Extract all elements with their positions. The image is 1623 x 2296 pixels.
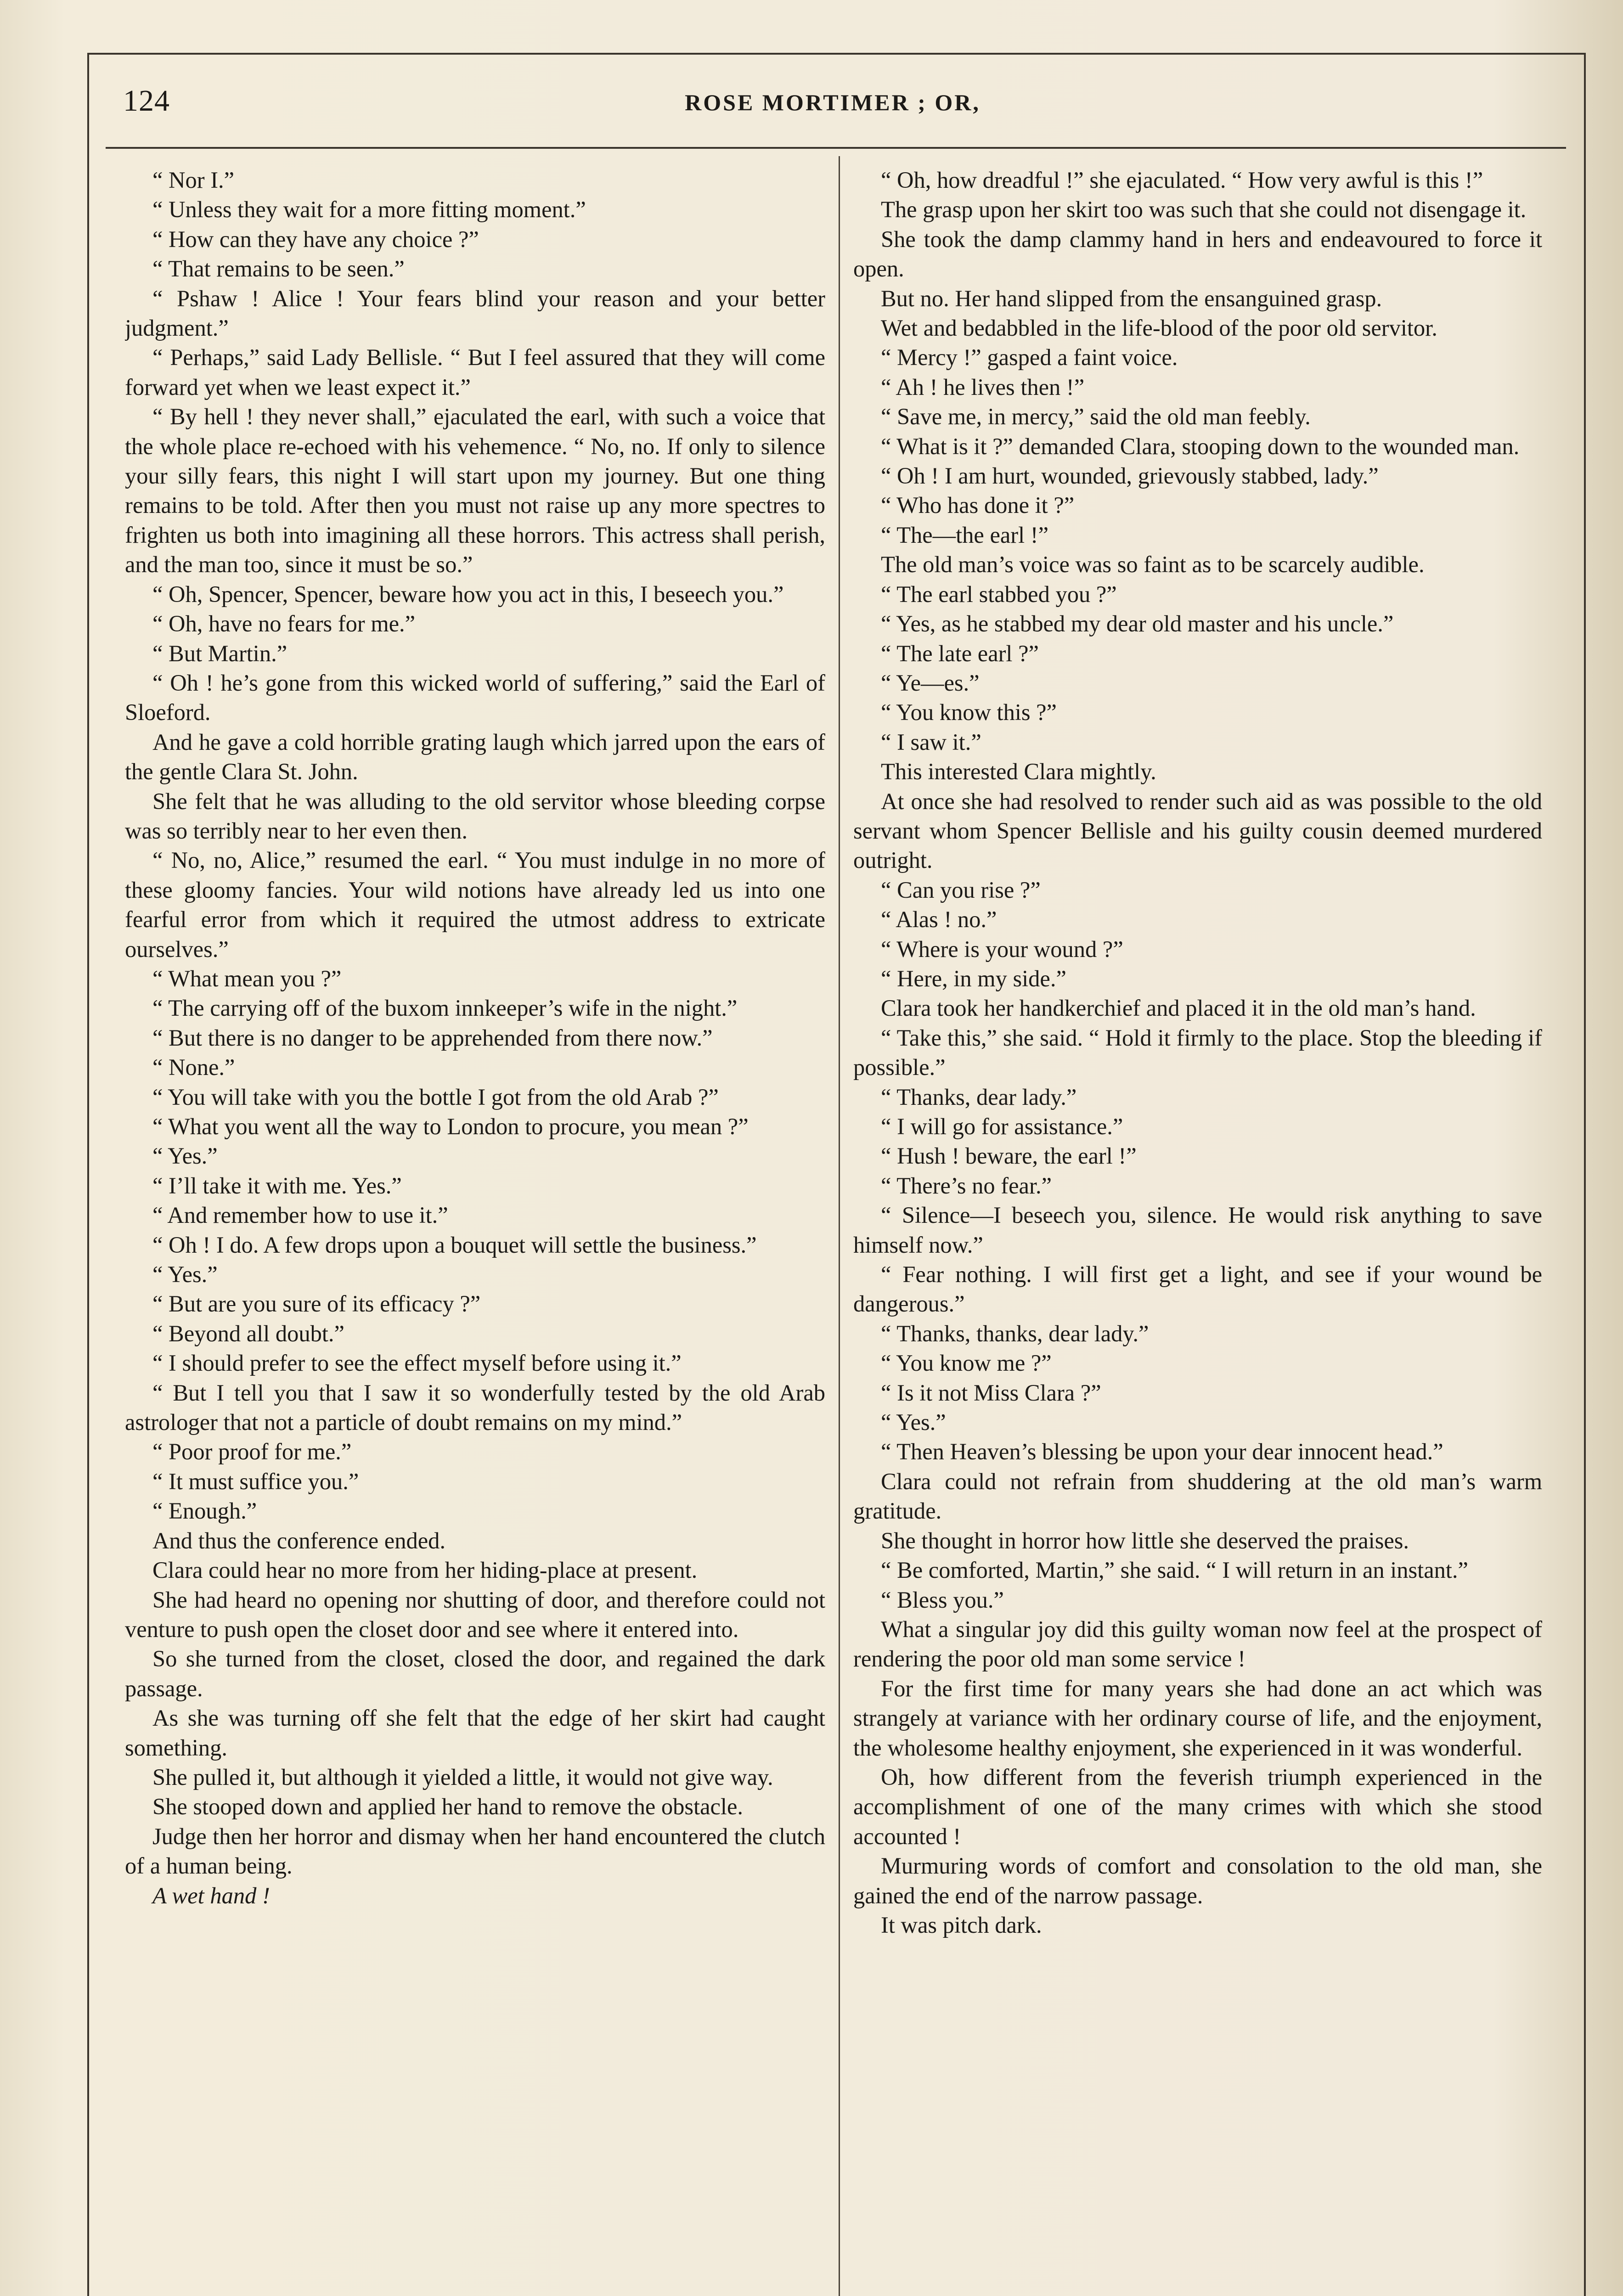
paragraph: “ Pshaw ! Alice ! Your fears blind your reason and your better judgment.”: [125, 285, 825, 341]
paragraph: Clara took her handkerchief and placed it in the old man’s hand.: [881, 995, 1476, 1021]
paragraph: So she turned from the closet, closed the door, and regained the dark passage.: [125, 1646, 825, 1701]
paragraph: “ Yes.”: [881, 1409, 946, 1435]
paragraph: “ The carrying off of the buxom innkeeper’s wife in the night.”: [152, 995, 738, 1021]
paragraph: “ Unless they wait for a more fitting moment.”: [152, 197, 586, 223]
paragraph: “ Take this,” she said. “ Hold it firmly to the place. Stop the bleeding if possible.”: [853, 1024, 1542, 1080]
column-divider: [839, 156, 840, 2296]
paragraph: “ I should prefer to see the effect myself before using it.”: [152, 1350, 682, 1376]
paragraph: “ None.”: [152, 1054, 235, 1080]
paragraph: “ What is it ?” demanded Clara, stooping down to the wounded man.: [881, 433, 1520, 459]
paragraph: “ What you went all the way to London to procure, you mean ?”: [152, 1114, 749, 1139]
paragraph: “ Yes, as he stabbed my dear old master and his uncle.”: [881, 611, 1394, 637]
paragraph: “ Save me, in mercy,” said the old man feebly.: [881, 404, 1311, 430]
paragraph: “ Oh ! I do. A few drops upon a bouquet will settle the business.”: [152, 1232, 757, 1258]
paragraph: “ Then Heaven’s blessing be upon your dear innocent head.”: [881, 1439, 1443, 1465]
paragraph: “ Yes.”: [152, 1143, 218, 1169]
paragraph: “ Is it not Miss Clara ?”: [881, 1379, 1101, 1406]
paragraph: “ Where is your wound ?”: [881, 936, 1123, 962]
paragraph: “ I will go for assistance.”: [881, 1114, 1123, 1139]
paragraph: Wet and bedabbled in the life-blood of the poor old servitor.: [881, 315, 1437, 341]
paragraph: “ Oh, Spencer, Spencer, beware how you act in this, I beseech you.”: [152, 581, 784, 607]
paragraph: “ Ye—es.”: [881, 670, 980, 696]
paragraph: “ The—the earl !”: [881, 522, 1048, 548]
paragraph: The old man’s voice was so faint as to be scarcely audible.: [881, 551, 1425, 578]
paragraph: “ Alas ! no.”: [881, 906, 997, 933]
paragraph: Judge then her horror and dismay when her hand encountered the clutch of a human being.: [125, 1823, 825, 1879]
paragraph: It was pitch dark.: [881, 1912, 1042, 1938]
paragraph: “ Here, in my side.”: [881, 965, 1066, 991]
paragraph: “ But are you sure of its efficacy ?”: [152, 1291, 481, 1317]
paragraph: “ Oh, have no fears for me.”: [152, 611, 416, 637]
paragraph: “ Silence—I beseech you, silence. He would risk anything to save himself now.”: [853, 1202, 1542, 1258]
paragraph: “ What mean you ?”: [152, 965, 342, 991]
paragraph: “ It must suffice you.”: [152, 1468, 359, 1494]
paragraph: “ By hell ! they never shall,” ejaculated the earl, with such a voice that the whole place re-echoed with his vehemence. “ No, no. If only to silence your silly fears, this night I will start upon my journey. But one thing remains to be told. After then you must not raise up any more spectres to frighten us both into imagining all these horrors. This actress shall perish, and the man too, since it must be so.”: [125, 404, 825, 578]
paragraph: At once she had resolved to render such aid as was possible to the old servant whom Spencer Bellisle and his guilty cousin deemed murdered outright.: [853, 788, 1542, 873]
paragraph: “ And remember how to use it.”: [152, 1202, 448, 1228]
paragraph: “ But I tell you that I saw it so wonderfully tested by the old Arab astrologer that not a particle of doubt remains on my mind.”: [125, 1379, 825, 1435]
paragraph: “ Oh, how dreadful !” she ejaculated. “ How very awful is this !”: [881, 167, 1483, 193]
paragraph: “ Hush ! beware, the earl !”: [881, 1143, 1137, 1169]
paragraph: She pulled it, but although it yielded a little, it would not give way.: [152, 1764, 773, 1790]
paragraph: “ The late earl ?”: [881, 640, 1039, 666]
paragraph: Murmuring words of comfort and consolation to the old man, she gained the end of the narrow passage.: [853, 1853, 1542, 1908]
paragraph: “ Oh ! he’s gone from this wicked world of suffering,” said the Earl of Sloeford.: [125, 670, 825, 726]
paragraph: Oh, how different from the feverish triumph experienced in the accomplishment of one of the many crimes with which she stood accounted !: [853, 1764, 1542, 1849]
header-rule: [106, 147, 1566, 149]
paragraph: “ Oh ! I am hurt, wounded, grievously stabbed, lady.”: [881, 463, 1379, 489]
paragraph: “ Yes.”: [152, 1261, 218, 1288]
paragraph: And thus the conference ended.: [152, 1527, 446, 1553]
paragraph: The grasp upon her skirt too was such that she could not disengage it.: [881, 197, 1527, 223]
paragraph: “ Poor proof for me.”: [152, 1439, 352, 1465]
paragraph: “ Mercy !” gasped a faint voice.: [881, 344, 1178, 371]
page-header: [123, 79, 1542, 134]
paragraph: “ But there is no danger to be apprehended from there now.”: [152, 1024, 713, 1051]
paragraph: “ Ah ! he lives then !”: [881, 374, 1085, 400]
paragraph: “ Thanks, thanks, dear lady.”: [881, 1320, 1149, 1346]
paragraph: She stooped down and applied her hand to remove the obstacle.: [152, 1794, 743, 1820]
paragraph: “ That remains to be seen.”: [152, 256, 405, 282]
paragraph: She thought in horror how little she deserved the praises.: [881, 1527, 1409, 1553]
paragraph: This interested Clara mightly.: [881, 759, 1156, 785]
paragraph: But no. Her hand slipped from the ensanguined grasp.: [881, 285, 1382, 311]
paragraph: Clara could hear no more from her hiding-place at present.: [152, 1557, 698, 1583]
paragraph: “ I’ll take it with me. Yes.”: [152, 1172, 402, 1199]
paragraph: “ There’s no fear.”: [881, 1172, 1052, 1199]
paragraph: She took the damp clammy hand in hers and endeavoured to force it open.: [853, 226, 1542, 282]
paragraph: “ Nor I.”: [152, 167, 235, 193]
paragraph: “ You know me ?”: [881, 1350, 1052, 1376]
paragraph: “ Be comforted, Martin,” she said. “ I will return in an instant.”: [881, 1557, 1468, 1583]
paragraph: “ I saw it.”: [881, 729, 981, 755]
left-column: [125, 165, 825, 2296]
closing-italic-line: A wet hand !: [152, 1882, 270, 1908]
paragraph: “ The earl stabbed you ?”: [881, 581, 1117, 607]
paragraph: “ Fear nothing. I will first get a light, and see if your wound be dangerous.”: [853, 1261, 1542, 1317]
paragraph: She felt that he was alluding to the old servitor whose bleeding corpse was so terribly near to her even then.: [125, 788, 825, 844]
running-title: ROSE MORTIMER ; OR,: [685, 90, 981, 115]
paragraph: She had heard no opening nor shutting of door, and therefore could not venture to push open the closet door and see where it entered into.: [125, 1587, 825, 1642]
paragraph: “ Beyond all doubt.”: [152, 1320, 344, 1346]
paragraph: As she was turning off she felt that the edge of her skirt had caught something.: [125, 1705, 825, 1761]
paragraph: What a singular joy did this guilty woman now feel at the prospect of rendering the poor old man some service !: [853, 1616, 1542, 1672]
right-column: [853, 165, 1542, 2296]
paragraph: “ But Martin.”: [152, 640, 287, 666]
paragraph: For the first time for many years she had done an act which was strangely at variance with her ordinary course of life, and the enjoyment, the wholesome healthy enjoyment, she experienced in it was wonderful.: [853, 1675, 1542, 1761]
paragraph: “ You know this ?”: [881, 699, 1057, 726]
paragraph: Clara could not refrain from shuddering at the old man’s warm gratitude.: [853, 1468, 1542, 1524]
paragraph: And he gave a cold horrible grating laugh which jarred upon the ears of the gentle Clara St. John.: [125, 729, 825, 785]
paragraph: “ Thanks, dear lady.”: [881, 1084, 1077, 1110]
page-number: 124: [123, 84, 170, 118]
paragraph: “ You will take with you the bottle I got from the old Arab ?”: [152, 1084, 719, 1110]
paragraph: “ Bless you.”: [881, 1587, 1004, 1613]
paragraph: “ Perhaps,” said Lady Bellisle. “ But I feel assured that they will come forward yet when we least expect it.”: [125, 344, 825, 400]
paragraph: “ Enough.”: [152, 1498, 257, 1524]
paragraph: “ Can you rise ?”: [881, 877, 1041, 903]
paragraph: “ No, no, Alice,” resumed the earl. “ You must indulge in no more of these gloomy fancies. Your wild notions have already led us into one fearful error from which it required the utmost address to extricate ourselves.”: [125, 847, 825, 962]
paragraph: “ Who has done it ?”: [881, 492, 1075, 518]
paragraph: “ How can they have any choice ?”: [152, 226, 479, 252]
